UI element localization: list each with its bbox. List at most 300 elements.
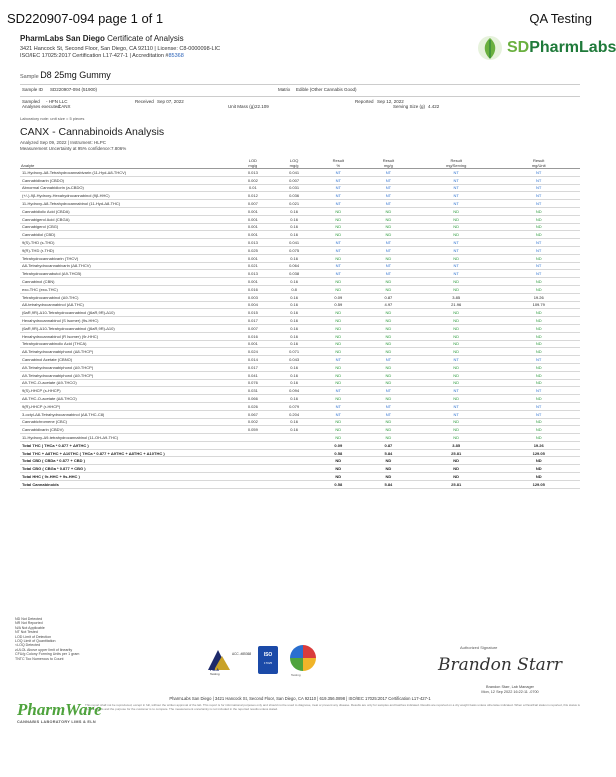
legend-item: NR Not Reported [15,621,43,626]
table-row [20,340,580,348]
analyte-cell: Cannabigerol (CBG) [20,223,232,231]
value-cell: NT [362,387,415,395]
value-cell: 19.26 [497,293,580,301]
value-cell: ND [497,285,580,293]
value-cell: 0.031 [273,184,314,192]
value-cell: ND [315,285,362,293]
value-cell: NT [497,200,580,208]
value-cell: 21.96 [415,301,498,309]
sample-id-label: Sample ID [22,86,44,92]
analyte-cell: Total Cannabinoids [20,480,232,488]
value-cell: ND [315,324,362,332]
value-cell: NT [362,402,415,410]
value-cell: 0.076 [232,379,273,387]
value-cell: NT [415,176,498,184]
value-cell: ND [497,254,580,262]
value-cell: 0.16 [273,231,314,239]
value-cell: ND [497,371,580,379]
value-cell: NT [497,410,580,418]
serving-value: 4.422 [428,103,440,109]
value-cell: ND [415,207,498,215]
analyte-cell: Δ8-tetrahydrocannabinol (Δ8-THC) [20,301,232,309]
value-cell: ND [362,285,415,293]
value-cell: 0.064 [273,262,314,270]
value-cell [232,449,273,457]
value-cell: NT [315,239,362,247]
value-cell: ND [362,324,415,332]
value-cell: 0.038 [273,270,314,278]
value-cell: 0.013 [232,239,273,247]
legend-item: TNTC Too Numerous to Count [15,656,64,661]
value-cell: ND [315,278,362,286]
value-cell: NT [315,246,362,254]
value-cell: 0.09 [315,441,362,449]
seal-caption: Testing [291,673,301,677]
value-cell [273,457,314,465]
table-row [20,348,580,356]
analyses-label: Analyses executed [22,103,60,109]
value-cell: ND [415,340,498,348]
value-cell: 0.16 [273,371,314,379]
value-cell: 4.97 [362,301,415,309]
value-cell: 0.012 [232,192,273,200]
value-cell: 0.16 [273,215,314,223]
value-cell: 0.16 [273,324,314,332]
value-cell: NT [362,176,415,184]
reported-value: Sep 12, 2022 [377,98,404,104]
value-cell: 0.002 [232,418,273,426]
value-cell: NT [415,184,498,192]
table-body [20,169,580,489]
value-cell: 0.013 [232,169,273,177]
value-cell: ND [497,324,580,332]
value-cell: ND [497,309,580,317]
value-cell: NT [315,356,362,364]
table-row [20,309,580,317]
value-cell: 0.014 [232,356,273,364]
unit-mass-label: Unit Mass (g) [228,103,255,109]
value-cell: 0.024 [232,348,273,356]
value-cell: ND [362,309,415,317]
analyte-cell: Cannabidivarin (CBDO) [20,176,232,184]
analyte-cell: Cannabigerol Acid (CBGA) [20,215,232,223]
value-cell: 0.58 [315,449,362,457]
analyte-cell: 9(S)-HHCP (s-HHCP) [20,387,232,395]
value-cell: ND [415,332,498,340]
pharmware-logo [17,700,102,724]
legend-item: ≥ULOL Above upper limit of linearity [15,647,73,652]
analyte-cell: Δ9-Tetrahydrocannabiphorol (Δ9-THCP) [20,371,232,379]
value-cell: ND [415,309,498,317]
value-cell: ND [415,231,498,239]
value-cell: NT [415,239,498,247]
value-cell [273,449,314,457]
total-row [20,480,580,488]
value-cell: ND [362,371,415,379]
table-row [20,356,580,364]
value-cell: 0.16 [273,363,314,371]
value-cell: ND [362,363,415,371]
value-cell: 109.79 [497,301,580,309]
value-cell: ND [362,223,415,231]
value-cell: 129.05 [497,480,580,488]
value-cell: ND [415,371,498,379]
analyte-cell: Cannabidiolic Acid (CBDA) [20,207,232,215]
value-cell: 0.041 [273,169,314,177]
value-cell: 0.013 [232,270,273,278]
value-cell: NT [415,246,498,254]
value-cell: ND [415,254,498,262]
analyte-cell: 9(S)-THD (s-THD) [20,239,232,247]
value-cell: NT [362,356,415,364]
total-row [20,457,580,465]
value-cell: NT [415,262,498,270]
table-row [20,239,580,247]
sample-title: Sample D8 25mg Gummy [20,70,111,80]
unit-mass-value: 22.109 [255,103,269,109]
value-cell: 0.071 [273,348,314,356]
sample-name: D8 25mg Gummy [40,70,111,80]
value-cell: ND [497,434,580,442]
sampled-label: Sampled [22,98,40,104]
lab-iso-line [20,53,220,60]
value-cell: 0.001 [232,231,273,239]
value-cell: NT [315,410,362,418]
value-cell: NT [497,246,580,254]
value-cell: 0.204 [273,410,314,418]
value-cell: ND [315,317,362,325]
analyses-value: CANX [58,103,71,109]
value-cell: ND [315,434,362,442]
footer-line: PharmLabs San Diego | 3421 Hancock St, Second Floor, San Diego, CA 92110 | 619.356.0898 | ISO/IEC 17025:2017 Certification L17-427-1 [169,696,431,701]
value-cell: NT [497,387,580,395]
value-cell: ND [362,340,415,348]
uncertainty-line: Measurement Uncertainty at 95% confidence:7.806% [20,146,127,151]
value-cell: 3.85 [415,441,498,449]
value-cell: 0.001 [232,254,273,262]
value-cell: 0.16 [273,426,314,434]
value-cell: 0.16 [273,278,314,286]
table-row [20,332,580,340]
value-cell [273,441,314,449]
table-row [20,363,580,371]
value-cell: NT [315,387,362,395]
table-row [20,301,580,309]
value-cell: 0.021 [232,262,273,270]
pjla-sub: Testing [210,672,220,676]
signature-label: Authorized Signature [460,645,498,650]
value-cell: NT [362,200,415,208]
value-cell: ND [315,371,362,379]
lab-address [20,46,220,60]
value-cell: 0.002 [232,176,273,184]
value-cell: NT [497,184,580,192]
value-cell: ND [362,278,415,286]
reported-label: Reported [355,98,374,104]
value-cell: NT [362,262,415,270]
value-cell: ND [415,285,498,293]
analyte-cell: Tetrahydrocannabinol (Δ9-THC) [20,293,232,301]
value-cell: ND [362,418,415,426]
value-cell: ND [315,363,362,371]
value-cell: NT [415,356,498,364]
value-cell: ND [315,309,362,317]
value-cell: ND [362,434,415,442]
value-cell: ND [415,426,498,434]
value-cell: NT [415,387,498,395]
analyte-cell: Total THC ( THCa * 0.877 + Δ9THC ) [20,441,232,449]
column-header: Result % [315,154,362,169]
column-header: Result mg/Serving [415,154,498,169]
value-cell: ND [497,465,580,473]
value-cell: ND [497,278,580,286]
value-cell: NT [315,262,362,270]
analyte-cell: exo-THC (exo-THC) [20,285,232,293]
legend-item: CFU/g Colony Forming Units per 1 gram [15,652,80,657]
value-cell: 0.041 [232,371,273,379]
table-row [20,169,580,177]
value-cell: 0.16 [273,395,314,403]
value-cell: ND [497,395,580,403]
value-cell: 0.01 [232,184,273,192]
value-cell: ND [362,317,415,325]
value-cell: ND [415,395,498,403]
value-cell [232,441,273,449]
value-cell: ND [415,473,498,481]
value-cell: ND [415,457,498,465]
cannabinoids-table [20,154,580,489]
value-cell: 0.16 [273,223,314,231]
analyte-cell: (6aR,9R)-Δ10-Tetrahydrocannabinol ((6aR,9R)-Δ10) [20,309,232,317]
value-cell: NT [315,184,362,192]
table-row [20,207,580,215]
total-row [20,441,580,449]
analyte-cell: Δ8-Tetrahydrocannabivarin (Δ8-THCV) [20,262,232,270]
pharmware-tagline: CANNABIS LABORATORY LIMS & ELN [17,720,96,724]
value-cell: ND [362,457,415,465]
sdpharmlabs-logo [467,33,616,63]
value-cell: 0.041 [273,239,314,247]
value-cell: ND [362,207,415,215]
legend-item: N/A Not Applicable [15,625,45,630]
value-cell: NT [315,176,362,184]
sampled-value: - HFN LLC [46,98,68,104]
value-cell: 0.001 [232,223,273,231]
value-cell: ND [315,254,362,262]
value-cell: ND [415,363,498,371]
value-cell: 0.16 [273,379,314,387]
table-row [20,418,580,426]
value-cell: ND [415,418,498,426]
value-cell: ND [497,418,580,426]
signer-name: Brandon Starr, Lab Manager [486,685,534,689]
analyte-cell: Δ9-Tetrahydrocannabiphorol (Δ9-THCP) [20,363,232,371]
lab-name: PharmLabs San Diego [20,34,105,43]
value-cell: ND [415,324,498,332]
lab-iso-text: ISO/IEC 17025:2017 Certification L17-427-1 | Accreditation # [20,53,169,59]
analyte-cell: 9(R)-THD (r-THD) [20,246,232,254]
abbreviation-legend [15,617,79,661]
value-cell: NT [415,169,498,177]
value-cell: 5.84 [362,449,415,457]
value-cell: NT [415,192,498,200]
signer-info [470,685,550,694]
analyte-cell: Hexahydrocannabinol (S Isomer) (9s-HHC) [20,317,232,325]
total-row [20,465,580,473]
value-cell: 0.8 [273,285,314,293]
value-cell: ND [315,231,362,239]
analyte-cell: Hexahydrocannabinol (R Isomer) (9r-HHC) [20,332,232,340]
value-cell: NT [362,192,415,200]
value-cell: ND [315,395,362,403]
value-cell: 0.004 [232,301,273,309]
analyte-cell: Abnormal Cannabidiorin (a-CBDO) [20,184,232,192]
total-row [20,473,580,481]
info-row-1 [20,84,580,93]
value-cell: ND [362,215,415,223]
value-cell: NT [497,270,580,278]
value-cell: 0.001 [232,207,273,215]
value-cell: NT [497,239,580,247]
table-row [20,293,580,301]
analyte-cell: 11-Hydroxy-Δ8-Tetrahydrocannabinol (11-Hyd-Δ8-THC) [20,200,232,208]
value-cell: ND [362,379,415,387]
pjla-label: PJLA [210,668,219,672]
analyte-cell: 11-Hydroxy-Δ9-tetrahydrocannabinol (11-OH-Δ9-THC) [20,434,232,442]
value-cell: 3.85 [415,293,498,301]
value-cell: ND [315,348,362,356]
table-header-row [20,154,580,169]
matrix-label: Matrix [278,86,291,92]
table-row [20,223,580,231]
value-cell: 0.066 [232,395,273,403]
value-cell: NT [362,246,415,254]
value-cell: 0.58 [315,480,362,488]
value-cell: ND [497,426,580,434]
value-cell: 0.007 [232,324,273,332]
column-header: Result mg/g [362,154,415,169]
value-cell [232,473,273,481]
value-cell: ND [362,348,415,356]
received-label: Received [135,98,154,104]
table-row [20,324,580,332]
value-cell: ND [497,363,580,371]
analyte-cell: Tetrahydrocannabutol (Δ9-THCB) [20,270,232,278]
lab-name-line [20,34,184,43]
table-row [20,426,580,434]
value-cell: ND [415,215,498,223]
qa-testing-label: QA Testing [529,11,592,26]
value-cell: 0.007 [232,200,273,208]
value-cell: ND [497,473,580,481]
value-cell: ND [415,434,498,442]
analyte-cell: Cannabidivarin (CBDV) [20,426,232,434]
value-cell: 0.017 [232,317,273,325]
value-cell: NT [362,270,415,278]
value-cell: NT [415,410,498,418]
sample-id: SD220907-094 (51900) [50,86,98,92]
table-row [20,262,580,270]
value-cell: NT [315,169,362,177]
value-cell: 0.16 [273,332,314,340]
value-cell: 0.017 [232,363,273,371]
received-value: Sep 07, 2022 [157,98,184,104]
value-cell: 0.87 [362,293,415,301]
table-row [20,184,580,192]
value-cell: ND [497,215,580,223]
column-header: LOD mg/g [232,154,273,169]
analyzed-line: Analyzed Sep 09, 2022 | Instrument: HLPC [20,140,106,145]
value-cell: ND [315,473,362,481]
value-cell: 129.05 [497,449,580,457]
table-row [20,371,580,379]
table-row [20,379,580,387]
value-cell: NT [315,402,362,410]
accreditation-link[interactable]: 85368 [168,53,184,59]
value-cell: 0.001 [232,278,273,286]
analyte-cell: Total THC + Δ8THC + Δ10THC ( THCa * 0.877 + Δ9THC + Δ8THC + Δ10THC ) [20,449,232,457]
value-cell: ND [497,340,580,348]
pharmware-name: PharmWare [17,700,102,719]
value-cell [273,473,314,481]
analyte-cell: Total CBD ( CBDa * 0.877 + CBD ) [20,457,232,465]
analyte-cell: Δ8-Tetrahydrocannabiphorol (Δ8-THCP) [20,348,232,356]
value-cell [232,457,273,465]
analyte-cell: Tetrahydrocannabinolic Acid (THCA) [20,340,232,348]
value-cell: ND [362,426,415,434]
analyte-cell: Cannabinol Acetate (CBNO) [20,356,232,364]
value-cell: ND [497,223,580,231]
table-row [20,317,580,325]
value-cell: 0.067 [232,410,273,418]
info-row-3 [20,102,580,109]
value-cell: NT [497,356,580,364]
table-row [20,434,580,442]
value-cell: ND [315,379,362,387]
value-cell: 0.59 [315,301,362,309]
column-header: Result mg/Unit [497,154,580,169]
value-cell: ND [362,231,415,239]
value-cell [232,465,273,473]
page-title: SD220907-094 page 1 of 1 [7,11,164,26]
value-cell: 0.043 [273,356,314,364]
value-cell: 0.016 [232,285,273,293]
value-cell [232,434,273,442]
value-cell: NT [362,410,415,418]
analyte-cell: Tetrahydrocannabivarin (THCV) [20,254,232,262]
table-row [20,254,580,262]
table-row [20,395,580,403]
value-cell: NT [415,200,498,208]
table-row [20,278,580,286]
value-cell: 0.16 [273,418,314,426]
legend-item: LOQ Limit of Quantitation [15,639,56,644]
value-cell: 0.025 [232,246,273,254]
accreditation-number: ACC. #85368 [232,652,252,656]
authorized-signature: Brandon Starr [438,655,563,675]
value-cell: 0.021 [273,200,314,208]
value-cell: 0.16 [273,317,314,325]
value-cell: 19.26 [497,441,580,449]
value-cell: 0.059 [232,426,273,434]
value-cell: ND [315,418,362,426]
analyte-cell: 3-octyl-Δ8-Tetrahydrocannabinol (Δ8-THC-C8) [20,410,232,418]
value-cell: 0.016 [232,332,273,340]
value-cell: 0.031 [232,387,273,395]
value-cell: ND [415,348,498,356]
legend-item: <LOQ Detected [15,643,41,648]
value-cell: ND [362,395,415,403]
